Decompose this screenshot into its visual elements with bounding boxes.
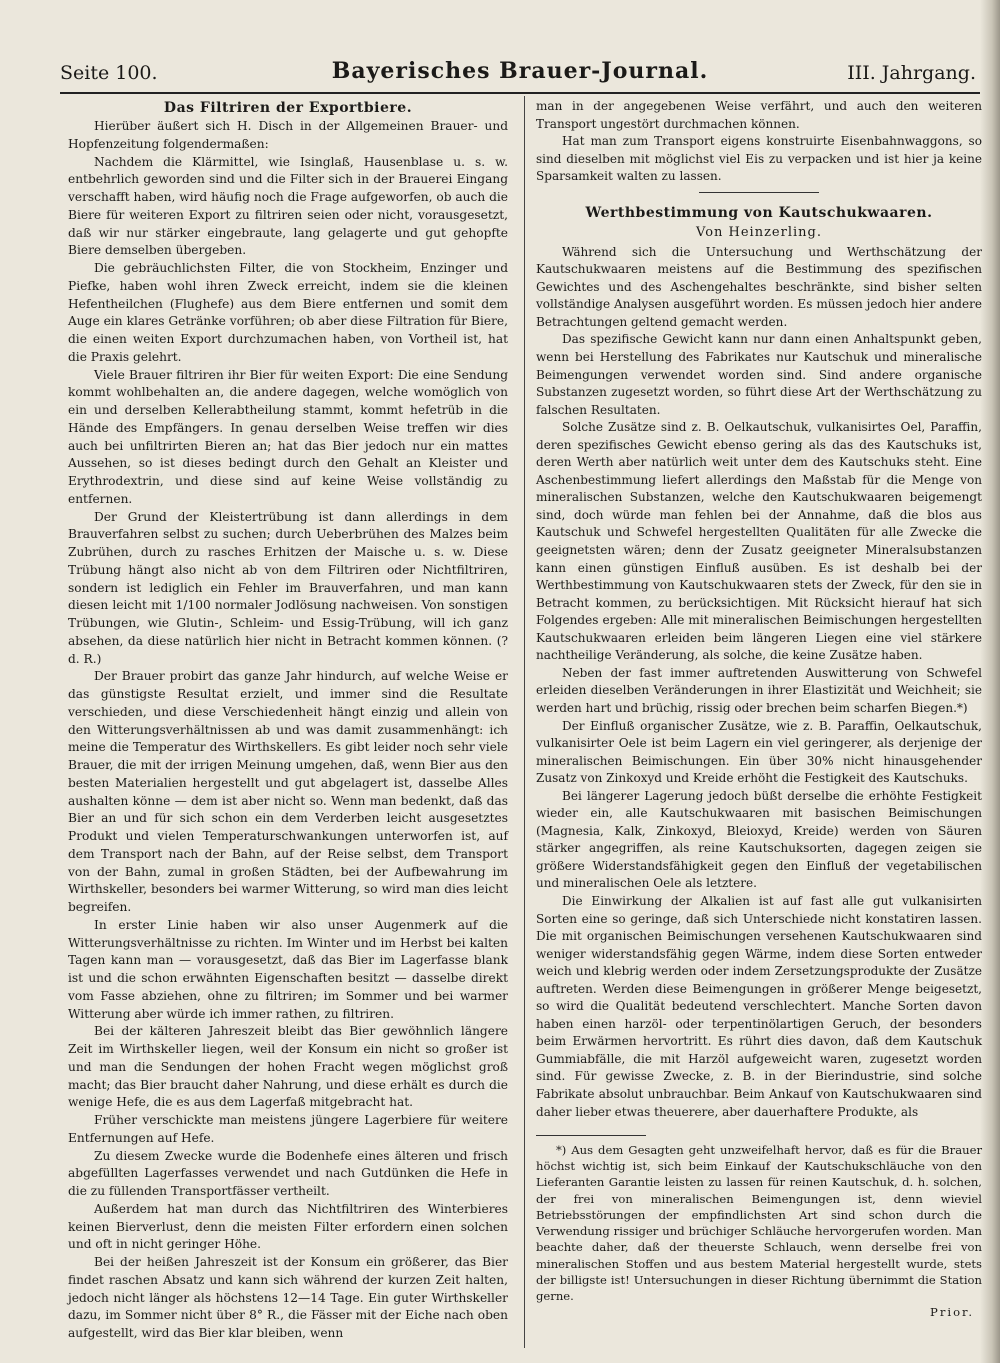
article-title-filtriren: Das Filtriren der Exportbiere. (163, 100, 413, 116)
section-rule (699, 192, 819, 193)
journal-title: Bayerisches Brauer-Journal. (331, 58, 709, 84)
continuation-paragraph: Hat man zum Transport eigens konstruirte Eisenbahnwaggons, so sind dieselben mit möglichst viel Eis zu verpacken und ist hier ja keine Sparsamkeit walten zu lassen. (536, 134, 982, 184)
footnote-rule (536, 1135, 646, 1136)
continuation-paragraph: man in der angegebenen Weise verfährt, und auch den weiteren Transport ungestört durchmachen können. (536, 99, 982, 131)
column-divider (524, 96, 525, 1348)
footnote (536, 1142, 982, 1320)
paragraph: Hierüber äußert sich H. Disch in der Allgemeinen Brauer- und Hopfenzeitung folgendermaßen: (68, 119, 508, 151)
right-column (536, 98, 982, 1320)
paragraph: Bei längerer Lagerung jedoch büßt derselbe die erhöhte Festigkeit wieder ein, alle Kautschukwaaren mit basischen Beimischungen (Magnesia, Kalk, Zinkoxyd, Bleioxyd, Kreide) werden von Säuren stärker angegriffen, als reine Kautschuksorten, dagegen zeigen sie größere Widerstandsfähigkeit gegen den Einfluß der vegetabilischen und mineralischen Oele als letztere. (536, 788, 982, 891)
paragraph: Während sich die Untersuchung und Werthschätzung der Kautschukwaaren meistens auf die Bestimmung des spezifischen Gewichtes und des Aschengehaltes beschränkte, sind bisher selten vollständige Analysen ausgeführt worden. Es müssen jedoch hier andere Betrachtungen geltend gemacht werden. (536, 244, 982, 329)
paragraph: Außerdem hat man durch das Nichtfiltriren des Winterbieres keinen Bierverlust, denn die meisten Filter erfordern einen solchen und oft in nicht geringer Höhe. (68, 1201, 508, 1252)
left-column (68, 98, 508, 1343)
paragraph: Zu diesem Zwecke wurde die Bodenhefe eines älteren und frisch abgefüllten Lagerfasses verwendet und nach Gutdünken die Hefe in die zu füllenden Transportfässer vertheilt. (68, 1148, 508, 1198)
article-title-kautschuk: Werthbestimmung von Kautschukwaaren. (585, 204, 933, 221)
book-spine-shadow (980, 0, 1000, 1363)
paragraph: Der Einfluß organischer Zusätze, wie z. B. Paraffin, Oelkautschuk, vulkanisirter Oele ist beim Lagern ein viel geringerer, als derjenige der mineralischen Beimischungen. Ein über 30% nicht hinausgehender Zusatz von Zinkoxyd und Kreide erhöht die Festigkeit des Kautschuks. (536, 718, 982, 786)
paragraph: Neben der fast immer auftretenden Auswitterung von Schwefel erleiden dieselben Veränderungen in ihrer Elastizität und Weichheit; sie werden hart und brüchig, rissig oder brechen beim scharfen Biegen.*) (536, 665, 982, 715)
author-byline: Von Heinzerling. (696, 224, 822, 240)
footnote-signature: Prior. (930, 1305, 974, 1320)
footnote-text: *) Aus dem Gesagten geht unzweifelhaft hervor, daß es für die Brauer höchst wichtig ist, sich beim Einkauf der Kautschukschläuche von den Lieferanten Garantie leisten zu lassen für reinen Kautschuk, d. h. solchen, der frei von mineralischen Beimengungen ist, denn wieviel Betriebsstörungen der empfindlichsten Art sind schon durch die Verwendung rissiger und brüchiger Schläuche hervorgerufen worden. Man beachte daher, daß der theuerste Schlauch, wenn derselbe frei von mineralischen Stoffen und aus bestem Material hergestellt wurde, stets der billigste ist! Untersuchungen in dieser Richtung übernimmt die Station gerne. (536, 1143, 982, 1303)
volume-label: III. Jahrgang. (847, 62, 976, 84)
paragraph: Solche Zusätze sind z. B. Oelkautschuk, vulkanisirtes Oel, Paraffin, deren spezifisches Gewicht ebenso gering als das des Kautschuks ist, deren Werth aber natürlich weit unter dem des Kautschuks steht. Eine Aschenbestimmung liefert allerdings den Maßstab für die Menge von mineralischen Substanzen, welche den Kautschukwaaren beigemengt sind, doch würde man fehlen bei der Annahme, daß die blos aus Kautschuk und Schwefel hergestellten Qualitäten für alle Zwecke die geeignetsten wären; denn der Zusatz geeigneter Mineralsubstanzen kann einen günstigen Einfluß ausüben. Es ist deshalb bei der Werthbestimmung von Kautschukwaaren stets der Zweck, für den sie in Betracht kommen, zu berücksichtigen. Mit Rücksicht hierauf hat sich Folgendes ergeben: Alle mit mineralischen Beimischungen hergestellten Kautschukwaaren erleiden beim längeren Liegen eine viel stärkere nachtheilige Veränderung, als solche, die keine Zusätze haben. (536, 420, 982, 663)
paragraph: Das spezifische Gewicht kann nur dann einen Anhaltspunkt geben, wenn bei Herstellung des Fabrikates nur Kautschuk und mineralische Beimengungen verwendet worden sind. Sind andere organische Substanzen zugesetzt worden, so führt diese Art der Werthschätzung zu falschen Resultaten. (536, 332, 982, 417)
paragraph: Die gebräuchlichsten Filter, die von Stockheim, Enzinger und Piefke, haben wohl ihren Zweck erreicht, indem sie die kleinen Hefentheilchen (Flughefe) aus dem Biere entfernen und somit dem Auge ein klares Getränke vorführen; ob aber diese Filtration für Biere, die einen weiten Export durchzumachen haben, von Vortheil ist, hat die Praxis gelehrt. (68, 261, 508, 364)
paragraph: Bei der kälteren Jahreszeit bleibt das Bier gewöhnlich längere Zeit im Wirthskeller liegen, weil der Konsum ein nicht so großer ist und man die Sendungen der hohen Fracht wegen möglichst groß macht; das Bier braucht daher Nahrung, und diese erhält es durch die wenige Hefe, die es aus dem Lagerfaß mitgebracht hat. (68, 1024, 508, 1110)
paragraph: Die Einwirkung der Alkalien ist auf fast alle gut vulkanisirten Sorten eine so geringe, daß sich Unterschiede nicht konstatiren lassen. Die mit organischen Beimischungen versehenen Kautschukwaaren sind weniger widerstandsfähig gegen Wärme, indem diese Sorten entweder weich und klebrig werden oder indem Zersetzungsprodukte der Zusätze auftreten. Werden diese Beimengungen in größerer Menge beigesetzt, so wird die Qualität bedeutend verschlechtert. Manche Sorten davon haben einen harzöl- oder terpentinölartigen Geruch, der besonders beim Erwärmen hervortritt. Es rührt dies davon, daß dem Kautschuk Gummiabfälle, die mit Harzöl aufgeweicht waren, zugesetzt worden sind. Für gewisse Zwecke, z. B. in der Bierindustrie, sind solche Fabrikate absolut unbrauchbar. Beim Ankauf von Kautschukwaaren sind daher lieber etwas theuerere, aber dauerhaftere Produkte, als (536, 893, 982, 1119)
paragraph: Viele Brauer filtriren ihr Bier für weiten Export: Die eine Sendung kommt wohlbehalten an, die andere dagegen, welche womöglich von ein und derselben Kellerabtheilung stammt, kommt hefetrüb in die Hände des Empfängers. In genau derselben Weise treffen wir dies auch bei unfiltrirten Bieren an; hat das Bier jedoch nur ein mattes Aussehen, so ist dieses bedingt durch den Gehalt an Kleister und Erythrodextrin, und diese sind auf keine Weise vollständig zu entfernen. (68, 367, 508, 506)
paragraph: Bei der heißen Jahreszeit ist der Konsum ein größerer, das Bier findet raschen Absatz und kann sich während der kurzen Zeit halten, jedoch nicht länger als höchstens 12—14 Tage. Ein guter Wirthskeller dazu, im Sommer nicht über 8° R., die Fässer mit der Eiche nach oben aufgestellt, wird das Bier klar bleiben, wenn (68, 1255, 508, 1340)
paragraph: In erster Linie haben wir also unser Augenmerk auf die Witterungsverhältnisse zu richten. Im Winter und im Herbst bei kalten Tagen kann man — vorausgesetzt, daß das Bier im Lagerfasse blank ist und die schon erwähnten Eigenschaften besitzt — dasselbe direkt vom Fasse abziehen, ohne zu filtriren; im Sommer und bei warmer Witterung aber würde ich immer rathen, zu filtriren. (68, 917, 508, 1021)
header-rule (60, 92, 980, 94)
paragraph: Früher verschickte man meistens jüngere Lagerbiere für weitere Entfernungen auf Hefe. (68, 1113, 508, 1145)
paragraph: Der Brauer probirt das ganze Jahr hindurch, auf welche Weise er das günstigste Resultat erzielt, und immer sind die Resultate verschieden, und diese Verschiedenheit hängt einzig und allein von den Witterungsverhältnissen ab und was damit zusammenhängt: ich meine die Temperatur des Wirthskellers. Es gibt leider noch sehr viele Brauer, die mit der irrigen Meinung umgehen, daß, wenn Bier aus den besten Materialien hergestellt und gut abgelagert ist, dasselbe Alles aushalten könne — dem ist aber nicht so. Wenn man bedenkt, daß das Bier an und für sich schon ein dem Verderben leicht ausgesetztes Produkt und vielen Temperaturschwankungen unterworfen ist, auf dem Transport nach der Bahn, auf der Reise selbst, dem Transport von der Bahn, zumal in großen Städten, bei der Aufbewahrung im Wirthskeller, besonders bei warmer Witterung, so wird man dies leicht begreifen. (68, 669, 508, 914)
paragraph: Der Grund der Kleistertrübung ist dann allerdings in dem Brauverfahren selbst zu suchen; durch Ueberbrühen des Malzes beim Zubrühen, durch zu rasches Erhitzen der Maische u. s. w. Diese Trübung hängt also nicht ab von dem Filtriren oder Nichtfiltriren, sondern ist lediglich ein Fehler im Brauverfahren, und man kann diesen leicht mit 1/100 normaler Jodlösung nachweisen. Von sonstigen Trübungen, wie Glutin-, Schleim- und Essig-Trübung, will ich ganz absehen, da diese natürlich hier nicht in Betracht kommen können. (? d. R.) (68, 509, 508, 666)
page-number: Seite 100. (60, 62, 158, 84)
paragraph: Nachdem die Klärmittel, wie Isinglaß, Hausenblase u. s. w. entbehrlich geworden sind und die Filter sich in der Brauerei Eingang verschafft haben, wird häufig noch die Frage aufgeworfen, ob auch die Biere für weiteren Export zu filtriren seien oder nicht, vorausgesetzt, daß wir nur stärker eingebraute, lang gelagerte und gut gehopfte Biere demselben übergeben. (68, 154, 508, 258)
page-header (60, 56, 980, 90)
